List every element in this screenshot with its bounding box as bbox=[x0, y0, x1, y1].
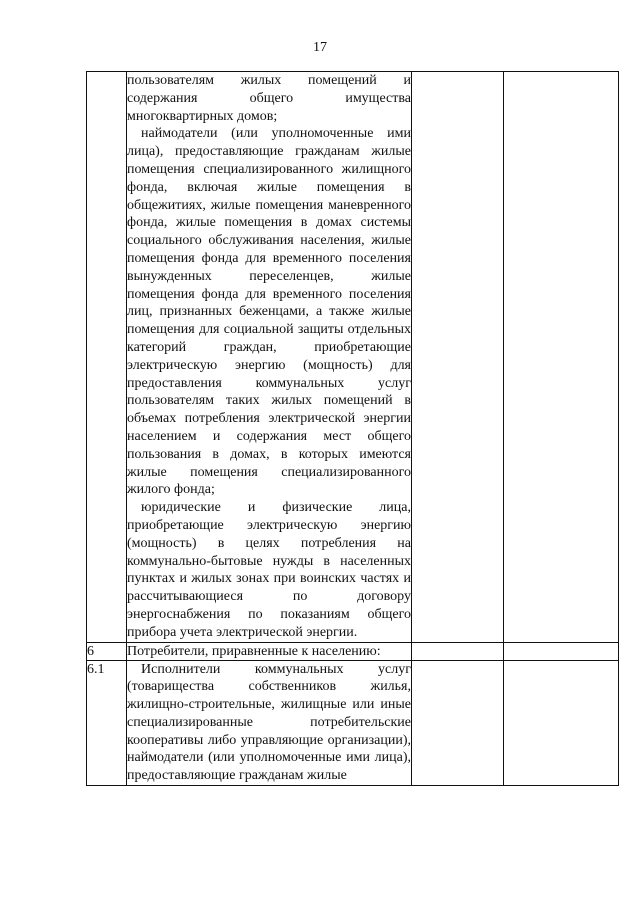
paragraph: пользователям жилых помещений и содержания общего имущества многоквартирных домов; bbox=[127, 73, 411, 124]
paragraph: юридические и физические лица, приобретающие электрическую энергию (мощность) в целях потребления на коммунально-бытовые нужды в населенных пунктах и жилых зонах при воинских частях и рассчитывающиеся по договору энергоснабжения по показаниям общего прибора учета электрической энергии. bbox=[127, 500, 411, 640]
row-number-cell: 6 bbox=[87, 642, 127, 660]
empty-cell bbox=[412, 642, 504, 660]
row-number-cell bbox=[87, 72, 127, 643]
row-number-cell: 6.1 bbox=[87, 660, 127, 786]
description-cell bbox=[127, 660, 412, 786]
tariff-table bbox=[86, 71, 619, 786]
paragraph: наймодатели (или уполномоченные ими лица), предоставляющие гражданам жилые помещения специализированного жилищного фонда, включая жилые помещения в общежитиях, жилые помещения маневренного фонда, жилые помещения в домах системы социального обслуживания населения, жилые помещения фонда для временного поселения вынужденных переселенцев, жилые помещения фонда для временного поселения лиц, признанных беженцами, а также жилые помещения для социальной защиты отдельных категорий граждан, приобретающие электрическую энергию (мощность) для предоставления коммунальных услуг пользователям таких жилых помещений в объемах потребления электрической энергии населением и содержания мест общего пользования в домах, в которых имеются жилые помещения специализированного жилого фонда; bbox=[127, 126, 411, 498]
empty-cell bbox=[504, 72, 619, 643]
table-row bbox=[87, 642, 619, 660]
description-cell bbox=[127, 72, 412, 643]
empty-cell bbox=[504, 660, 619, 786]
table-row bbox=[87, 660, 619, 786]
table-row bbox=[87, 72, 619, 643]
empty-cell bbox=[504, 642, 619, 660]
description-cell bbox=[127, 642, 412, 660]
page-number: 17 bbox=[313, 40, 327, 55]
empty-cell bbox=[412, 72, 504, 643]
paragraph: Потребители, приравненные к населению: bbox=[127, 643, 381, 659]
paragraph: Исполнители коммунальных услуг (товарищества собственников жилья, жилищно-строительные, жилищные или иные специализированные потребительские кооперативы либо управляющие организации), наймодатели (или уполномоченные ими лица), предоставляющие гражданам жилые bbox=[127, 661, 411, 784]
empty-cell bbox=[412, 660, 504, 786]
